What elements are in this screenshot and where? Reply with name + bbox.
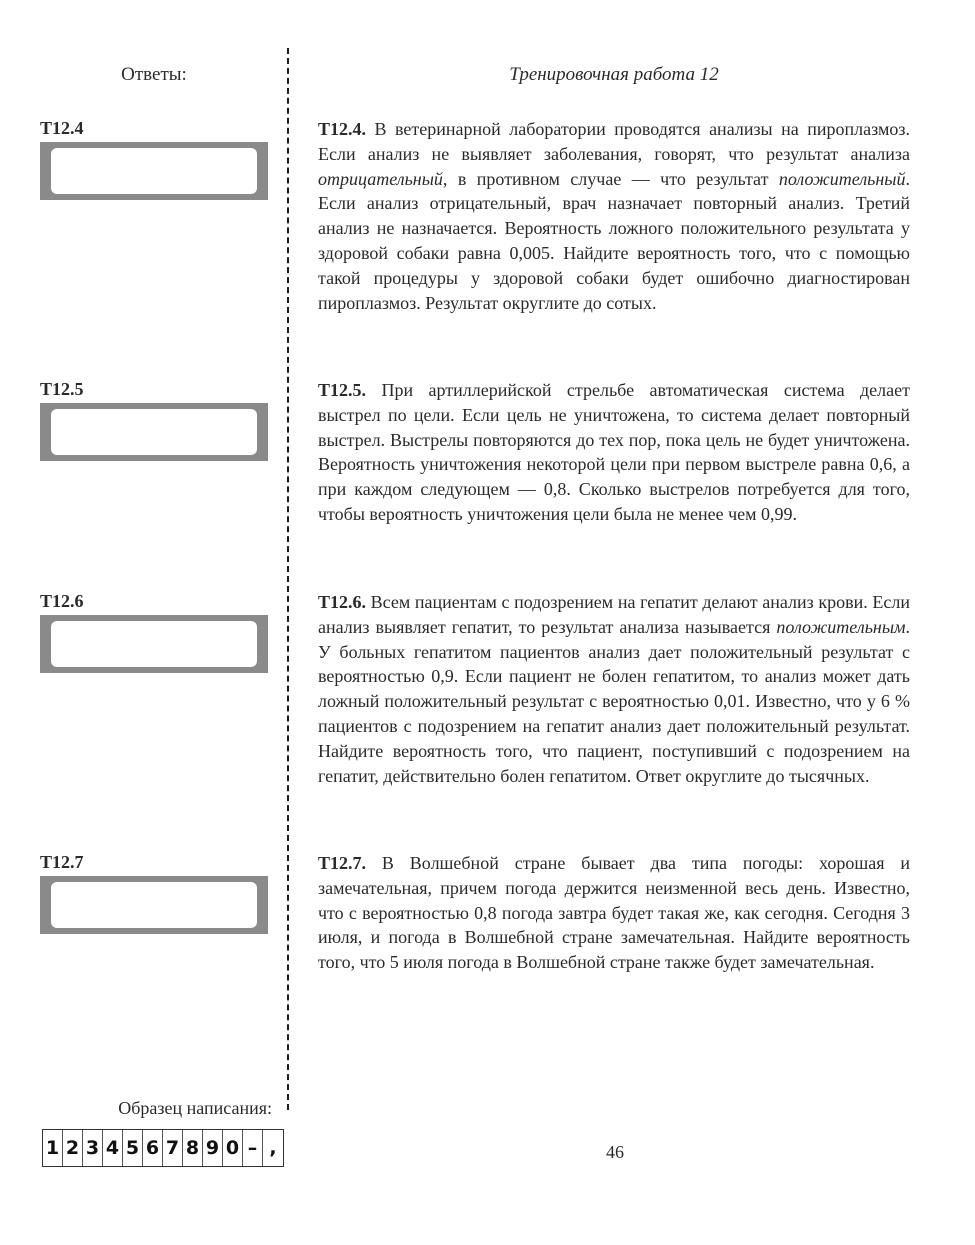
sample-char: 3 [83, 1130, 103, 1166]
sample-char: 0 [223, 1130, 243, 1166]
page-title: Тренировочная работа 12 [509, 64, 719, 85]
task-text: В Волшебной стране бывает два типа погоды: хорошая и замечательная, причем погода держится неизменной весь день. Известно, что с вероятностью 0,8 погода завтра будет такая же, как сегодня. Сегодня 3 июля, и погода в Волшебной стране замечательная. Найдите вероятность того, что 5 июля погода в Волшебной стране также будет замечательная. [318, 853, 910, 973]
task-text: Всем пациентам с подозрением на гепатит делают анализ крови. Если анализ выявляет гепатит, то результат анализа называется [318, 592, 910, 637]
task-text: , в противном случае — что результат [442, 168, 779, 189]
task-number: Т12.6. [318, 592, 367, 612]
answer-label-12-5: Т12.5 [40, 379, 84, 399]
task-number: Т12.5. [318, 380, 367, 400]
sample-char: 2 [63, 1130, 83, 1166]
answers-header: Ответы: [121, 64, 187, 85]
task-12-7 [318, 851, 910, 975]
answer-box-12-7[interactable] [40, 876, 268, 934]
task-number: Т12.4. [318, 119, 367, 139]
answer-label-12-7: Т12.7 [40, 852, 84, 872]
answer-field[interactable] [51, 409, 257, 455]
task-number: Т12.7. [318, 853, 367, 873]
sample-char: 5 [123, 1130, 143, 1166]
answer-box-12-5[interactable] [40, 403, 268, 461]
answer-field[interactable] [51, 882, 257, 928]
task-emphasis: отрицательный [318, 168, 443, 189]
answer-label-12-4: Т12.4 [40, 118, 84, 138]
task-text: . У больных гепатитом пациентов анализ дает положительный результат с вероятностью 0,9. Если пациент не болен гепатитом, то анализ может дать ложный положительный результат с вероятностью 0,01. Известно, что у 6 % пациентов с подозрением на гепатит анализ дает положительный результат. Найдите вероятность того, что пациент, поступивший с подозрением на гепатит, действительно болен гепатитом. Ответ округлите до тысячных. [318, 616, 910, 786]
sample-char: 9 [203, 1130, 223, 1166]
sample-char: 6 [143, 1130, 163, 1166]
answer-box-12-4[interactable] [40, 142, 268, 200]
task-emphasis: положительным [776, 616, 906, 637]
task-text: При артиллерийской стрельбе автоматическая система делает выстрел по цели. Если цель не уничтожена, то система делает повторный выстрел. Выстрелы повторяются до тех пор, пока цель не будет уничтожена. Вероятность уничтожения некоторой цели при первом выстреле равна 0,6, а при каждом следующем — 0,8. Сколько выстрелов потребуется для того, чтобы вероятность уничтожения цели была не менее чем 0,99. [318, 380, 910, 524]
page-number: 46 [606, 1142, 624, 1162]
task-emphasis: положительный [778, 168, 906, 189]
task-12-4 [318, 117, 910, 315]
dashed-divider [287, 48, 289, 1110]
sample-char: , [263, 1130, 283, 1166]
task-text: . Если анализ отрицательный, врач назначает повторный анализ. Третий анализ не назначается. Вероятность ложного положительного результата у здоровой собаки равна 0,005. Найдите вероятность того, что с помощью такой процедуры у здоровой собаки будет ошибочно диагностирован пироплазмоз. Результат округлите до сотых. [318, 168, 910, 313]
sample-char: – [243, 1130, 263, 1166]
sample-char: 1 [43, 1130, 63, 1166]
answer-field[interactable] [51, 621, 257, 667]
task-text: В ветеринарной лаборатории проводятся анализы на пироплазмоз. Если анализ не выявляет заболевания, говорят, что результат анализа [318, 119, 910, 164]
sample-writing-label: Образец написания: [118, 1098, 272, 1118]
task-12-5 [318, 378, 910, 527]
sample-char: 4 [103, 1130, 123, 1166]
task-12-6 [318, 590, 910, 788]
answer-label-12-6: Т12.6 [40, 591, 84, 611]
sample-writing-strip [42, 1129, 284, 1167]
answer-box-12-6[interactable] [40, 615, 268, 673]
answer-field[interactable] [51, 148, 257, 194]
sample-char: 7 [163, 1130, 183, 1166]
sample-char: 8 [183, 1130, 203, 1166]
